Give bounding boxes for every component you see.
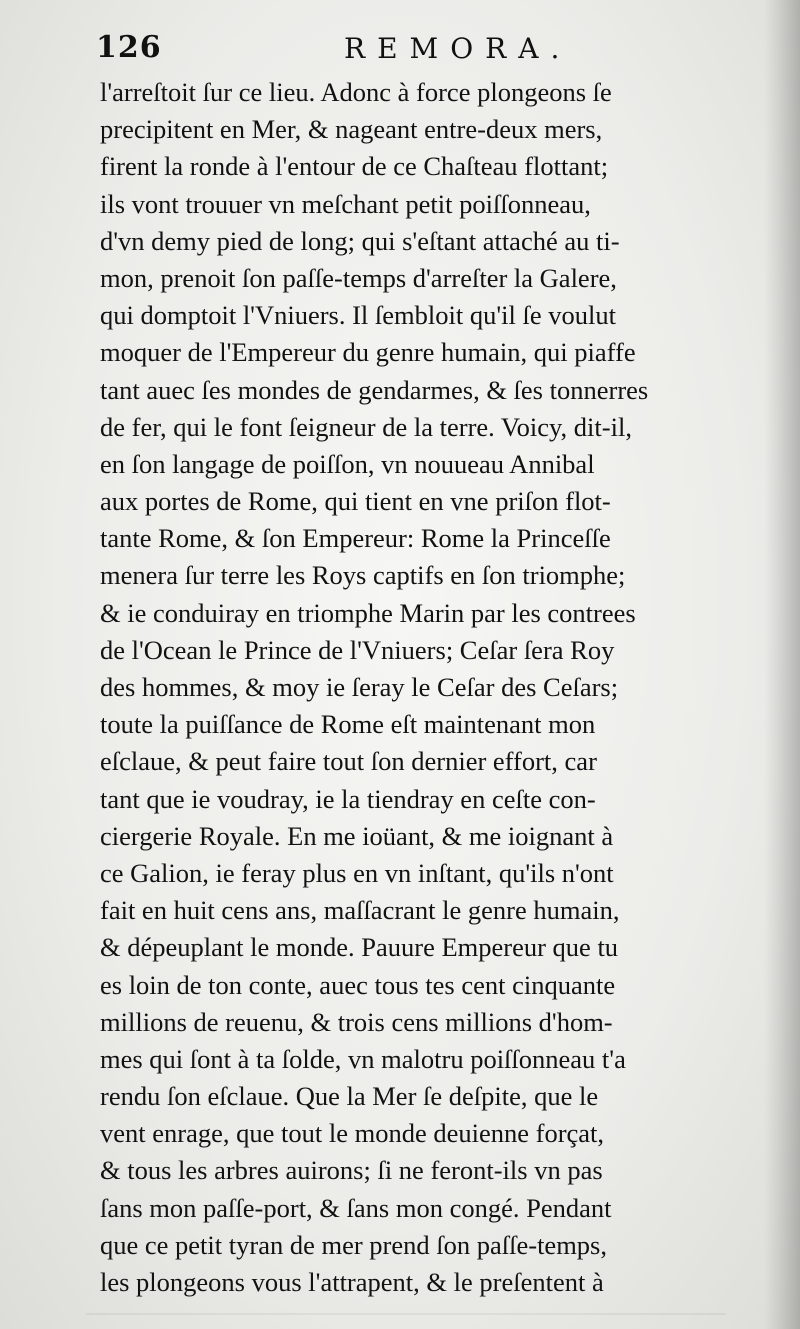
text-line: tante Rome, & ſon Empereur: Rome la Princeſſe bbox=[100, 523, 611, 554]
text-line: es loin de ton conte, auec tous tes cent cinquante bbox=[100, 969, 616, 1000]
text-line: mes qui ſont à ta ſolde, vn malotru poiſſonneau t'a bbox=[100, 1043, 626, 1074]
text-line: eſclaue, & peut faire tout ſon dernier effort, car bbox=[100, 746, 597, 777]
page-number: 126 bbox=[96, 30, 162, 65]
text-line: mon, prenoit ſon paſſe-temps d'arreſter la Galere, bbox=[100, 262, 617, 293]
page-gutter-shadow bbox=[764, 0, 800, 1329]
text-line: & tous les arbres auirons; ſi ne feront-ils vn pas bbox=[100, 1155, 603, 1186]
text-line: vent enrage, que tout le monde deuienne forçat, bbox=[100, 1118, 605, 1149]
text-line: ils vont trouuer vn meſchant petit poiſſonneau, bbox=[100, 188, 591, 219]
text-line: ce Galion, ie feray plus en vn inſtant, qu'ils n'ont bbox=[100, 857, 614, 888]
text-line: l'arreſtoit ſur ce lieu. Adonc à force plongeons ſe bbox=[100, 77, 612, 107]
text-line: ſans mon paſſe-port, & ſans mon congé. Pendant bbox=[100, 1192, 612, 1223]
text-line: tant auec ſes mondes de gendarmes, & ſes tonnerres bbox=[100, 374, 649, 405]
text-line: de l'Ocean le Prince de l'Vniuers; Ceſar ſera Roy bbox=[100, 634, 615, 665]
page-bottom-edge bbox=[86, 1313, 726, 1315]
text-line: ciergerie Royale. En me ioüant, & me ioignant à bbox=[100, 820, 614, 851]
text-line: moquer de l'Empereur du genre humain, qui piaffe bbox=[100, 337, 636, 368]
text-line: & ie conduiray en triomphe Marin par les contrees bbox=[100, 597, 636, 628]
text-line: de fer, qui le font ſeigneur de la terre. Voicy, dit-il, bbox=[100, 411, 632, 442]
text-line: toute la puiſſance de Rome eſt maintenant mon bbox=[100, 709, 596, 740]
body-text bbox=[100, 74, 760, 1301]
running-title: REMORA. bbox=[344, 32, 572, 65]
text-line: aux portes de Rome, qui tient en vne priſon flot- bbox=[100, 486, 611, 517]
text-line: fait en huit cens ans, maſſacrant le genre humain, bbox=[100, 895, 620, 926]
text-line: rendu ſon eſclaue. Que la Mer ſe deſpite, que le bbox=[100, 1081, 599, 1112]
text-line: firent la ronde à l'entour de ce Chaſteau flottant; bbox=[100, 151, 609, 182]
text-line: d'vn demy pied de long; qui s'eſtant attaché au ti- bbox=[100, 225, 620, 256]
text-line: millions de reuenu, & trois cens millions d'hom- bbox=[100, 1006, 613, 1037]
text-line: menera ſur terre les Roys captifs en ſon triomphe; bbox=[100, 560, 626, 591]
text-line: precipitent en Mer, & nageant entre-deux mers, bbox=[100, 114, 603, 145]
text-line: & dépeuplant le monde. Pauure Empereur que tu bbox=[100, 932, 619, 963]
text-line: les plongeons vous l'attrapent, & le preſentent à bbox=[100, 1267, 604, 1297]
text-line: en ſon langage de poiſſon, vn nouueau Annibal bbox=[100, 448, 595, 479]
text-line: des hommes, & moy ie ſeray le Ceſar des Ceſars; bbox=[100, 672, 619, 702]
page-header bbox=[96, 30, 736, 70]
text-line: que ce petit tyran de mer prend ſon paſſe-temps, bbox=[100, 1229, 607, 1260]
text-line: qui domptoit l'Vniuers. Il ſembloit qu'il ſe voulut bbox=[100, 300, 616, 331]
text-line: tant que ie voudray, ie la tiendray en ceſte con- bbox=[100, 783, 596, 814]
